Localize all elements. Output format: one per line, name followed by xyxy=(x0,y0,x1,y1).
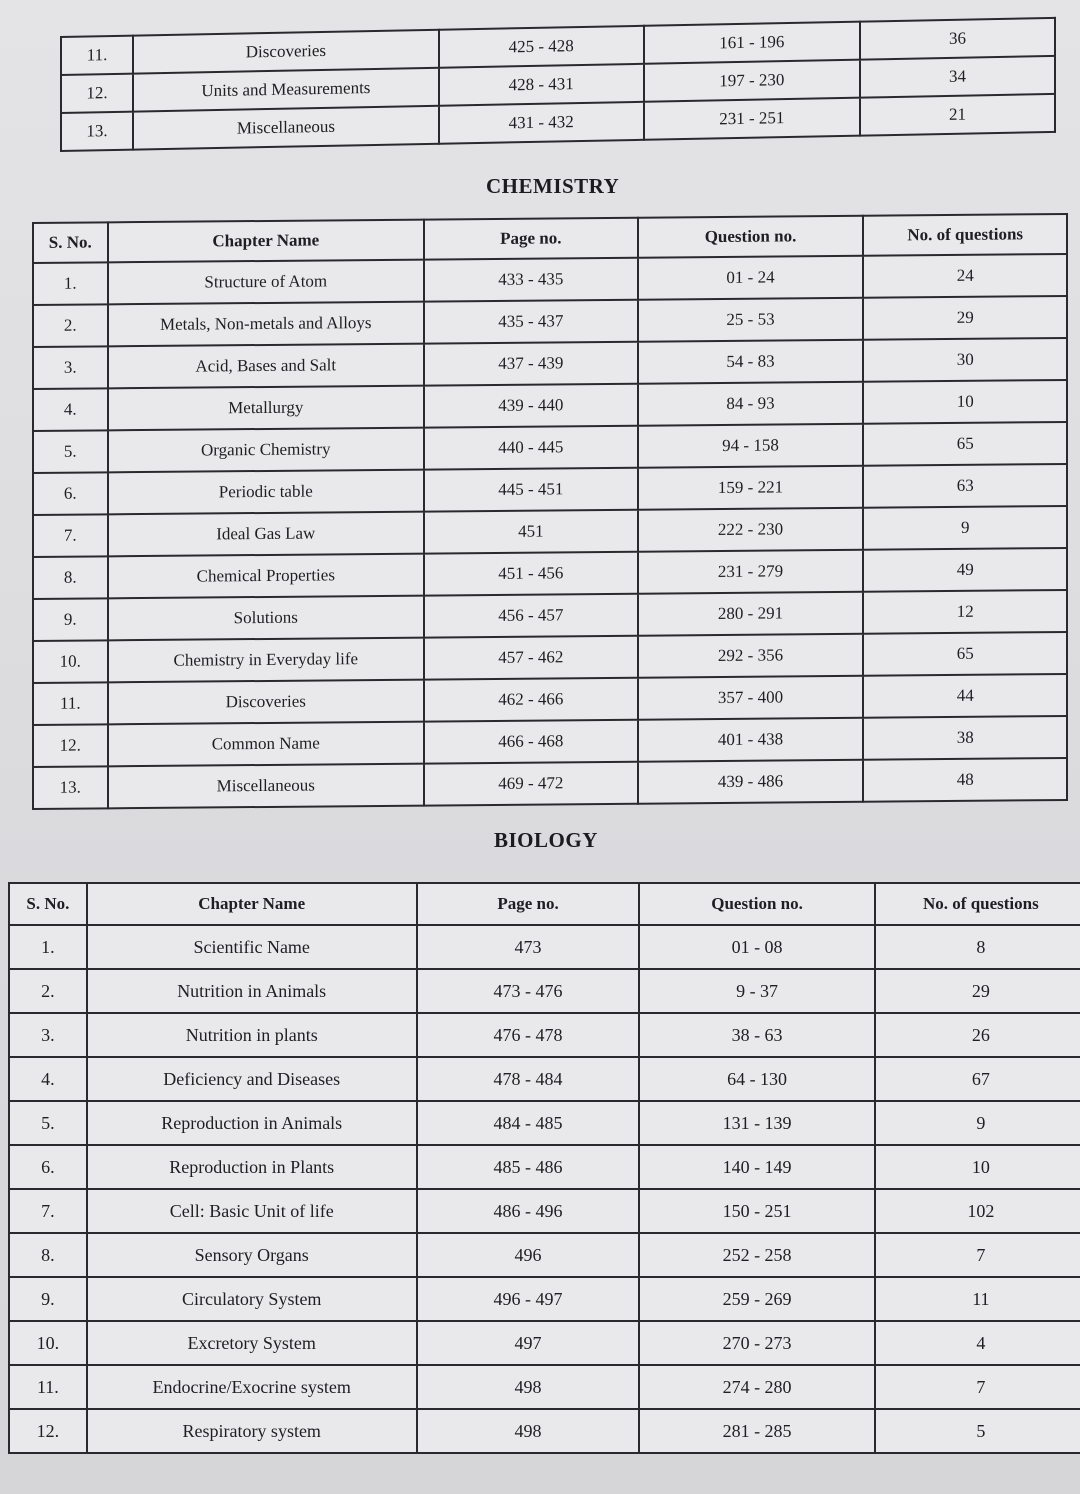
cell-sno: 5. xyxy=(33,430,108,473)
cell-chapter: Reproduction in Plants xyxy=(87,1145,417,1189)
cell-count: 11 xyxy=(875,1277,1080,1321)
cell-questions: 231 - 279 xyxy=(638,550,864,594)
cell-chapter: Cell: Basic Unit of life xyxy=(87,1189,417,1233)
cell-page: 498 xyxy=(417,1409,640,1453)
physics-table-continued xyxy=(60,17,1056,152)
cell-sno: 9. xyxy=(33,598,108,641)
cell-count: 8 xyxy=(875,925,1080,969)
cell-count: 102 xyxy=(875,1189,1080,1233)
cell-questions: 01 - 08 xyxy=(639,925,874,969)
cell-chapter: Endocrine/Exocrine system xyxy=(87,1365,417,1409)
cell-questions: 161 - 196 xyxy=(644,22,860,64)
cell-chapter: Respiratory system xyxy=(87,1409,417,1453)
table-row xyxy=(9,1277,1080,1321)
table-row xyxy=(9,925,1080,969)
cell-page: 433 - 435 xyxy=(424,258,638,302)
cell-questions: 159 - 221 xyxy=(638,466,864,510)
cell-sno: 2. xyxy=(9,969,87,1013)
cell-chapter: Common Name xyxy=(108,722,424,767)
cell-page: 431 - 432 xyxy=(439,102,644,144)
cell-chapter: Reproduction in Animals xyxy=(87,1101,417,1145)
cell-page: 439 - 440 xyxy=(424,384,638,428)
cell-sno: 9. xyxy=(9,1277,87,1321)
cell-questions: 140 - 149 xyxy=(639,1145,874,1189)
cell-count: 10 xyxy=(875,1145,1080,1189)
cell-page: 473 - 476 xyxy=(417,969,640,1013)
cell-page: 451 - 456 xyxy=(424,552,638,596)
table-row xyxy=(9,1365,1080,1409)
table-row xyxy=(33,758,1067,809)
cell-chapter: Miscellaneous xyxy=(133,106,439,150)
cell-page: 466 - 468 xyxy=(424,720,638,764)
table-header-row xyxy=(9,883,1080,925)
cell-questions: 9 - 37 xyxy=(639,969,874,1013)
cell-sno: 11. xyxy=(9,1365,87,1409)
cell-page: 457 - 462 xyxy=(424,636,638,680)
cell-sno: 4. xyxy=(9,1057,87,1101)
cell-page: 484 - 485 xyxy=(417,1101,640,1145)
cell-questions: 270 - 273 xyxy=(639,1321,874,1365)
cell-chapter: Periodic table xyxy=(108,470,424,515)
cell-sno: 12. xyxy=(61,74,133,113)
cell-count: 10 xyxy=(863,380,1067,424)
header-sno: S. No. xyxy=(9,883,87,925)
cell-count: 65 xyxy=(863,632,1067,676)
cell-page: 425 - 428 xyxy=(439,26,644,68)
cell-count: 9 xyxy=(863,506,1067,550)
header-questions: Question no. xyxy=(639,883,874,925)
cell-sno: 7. xyxy=(9,1189,87,1233)
cell-page: 486 - 496 xyxy=(417,1189,640,1233)
cell-count: 36 xyxy=(860,18,1055,60)
cell-chapter: Nutrition in plants xyxy=(87,1013,417,1057)
cell-count: 30 xyxy=(863,338,1067,382)
cell-count: 24 xyxy=(863,254,1067,298)
cell-count: 34 xyxy=(860,56,1055,98)
cell-questions: 197 - 230 xyxy=(644,60,860,102)
cell-page: 428 - 431 xyxy=(439,64,644,106)
cell-questions: 292 - 356 xyxy=(638,634,864,678)
cell-page: 498 xyxy=(417,1365,640,1409)
cell-page: 485 - 486 xyxy=(417,1145,640,1189)
cell-chapter: Discoveries xyxy=(108,680,424,725)
cell-chapter: Circulatory System xyxy=(87,1277,417,1321)
cell-page: 451 xyxy=(424,510,638,554)
cell-count: 7 xyxy=(875,1365,1080,1409)
chemistry-section-title: CHEMISTRY xyxy=(486,174,620,198)
cell-count: 29 xyxy=(863,296,1067,340)
cell-chapter: Metallurgy xyxy=(108,386,424,431)
table-row xyxy=(9,1101,1080,1145)
cell-page: 496 xyxy=(417,1233,640,1277)
cell-page: 435 - 437 xyxy=(424,300,638,344)
cell-questions: 64 - 130 xyxy=(639,1057,874,1101)
cell-questions: 231 - 251 xyxy=(644,98,860,140)
cell-page: 456 - 457 xyxy=(424,594,638,638)
cell-count: 9 xyxy=(875,1101,1080,1145)
cell-questions: 401 - 438 xyxy=(638,718,864,762)
cell-chapter: Solutions xyxy=(108,596,424,641)
cell-chapter: Scientific Name xyxy=(87,925,417,969)
cell-page: 473 xyxy=(417,925,640,969)
biology-table xyxy=(8,882,1080,1454)
cell-sno: 11. xyxy=(61,36,133,75)
cell-sno: 3. xyxy=(9,1013,87,1057)
cell-page: 440 - 445 xyxy=(424,426,638,470)
cell-page: 497 xyxy=(417,1321,640,1365)
cell-sno: 6. xyxy=(9,1145,87,1189)
cell-sno: 8. xyxy=(33,556,108,599)
table-row xyxy=(9,969,1080,1013)
header-sno: S. No. xyxy=(33,222,108,263)
cell-sno: 12. xyxy=(33,724,108,767)
cell-chapter: Structure of Atom xyxy=(108,260,424,305)
cell-questions: 280 - 291 xyxy=(638,592,864,636)
chemistry-table xyxy=(32,213,1068,810)
cell-sno: 11. xyxy=(33,682,108,725)
cell-sno: 13. xyxy=(61,112,133,151)
cell-chapter: Miscellaneous xyxy=(108,764,424,809)
cell-count: 4 xyxy=(875,1321,1080,1365)
cell-count: 21 xyxy=(860,94,1055,136)
cell-count: 12 xyxy=(863,590,1067,634)
cell-chapter: Acid, Bases and Salt xyxy=(108,344,424,389)
table-row xyxy=(9,1145,1080,1189)
cell-page: 496 - 497 xyxy=(417,1277,640,1321)
cell-chapter: Chemical Properties xyxy=(108,554,424,599)
cell-sno: 1. xyxy=(9,925,87,969)
cell-questions: 259 - 269 xyxy=(639,1277,874,1321)
cell-count: 63 xyxy=(863,464,1067,508)
cell-count: 65 xyxy=(863,422,1067,466)
table-row xyxy=(9,1013,1080,1057)
table-row xyxy=(9,1409,1080,1453)
cell-page: 478 - 484 xyxy=(417,1057,640,1101)
cell-questions: 01 - 24 xyxy=(638,256,864,300)
biology-section-title: BIOLOGY xyxy=(494,828,598,852)
header-page: Page no. xyxy=(417,883,640,925)
cell-count: 5 xyxy=(875,1409,1080,1453)
cell-sno: 4. xyxy=(33,388,108,431)
cell-questions: 54 - 83 xyxy=(638,340,864,384)
table-row xyxy=(9,1189,1080,1233)
cell-sno: 8. xyxy=(9,1233,87,1277)
cell-chapter: Metals, Non-metals and Alloys xyxy=(108,302,424,347)
cell-count: 38 xyxy=(863,716,1067,760)
cell-questions: 357 - 400 xyxy=(638,676,864,720)
cell-count: 29 xyxy=(875,969,1080,1013)
cell-sno: 7. xyxy=(33,514,108,557)
cell-chapter: Ideal Gas Law xyxy=(108,512,424,557)
cell-chapter: Deficiency and Diseases xyxy=(87,1057,417,1101)
header-count: No. of questions xyxy=(875,883,1080,925)
cell-sno: 3. xyxy=(33,346,108,389)
cell-sno: 1. xyxy=(33,262,108,305)
table-row xyxy=(9,1057,1080,1101)
cell-chapter: Units and Measurements xyxy=(133,68,439,112)
header-chapter: Chapter Name xyxy=(108,220,424,263)
cell-count: 48 xyxy=(863,758,1067,802)
cell-questions: 131 - 139 xyxy=(639,1101,874,1145)
header-questions: Question no. xyxy=(638,216,864,258)
table-row xyxy=(9,1321,1080,1365)
cell-page: 476 - 478 xyxy=(417,1013,640,1057)
cell-page: 469 - 472 xyxy=(424,762,638,806)
cell-count: 67 xyxy=(875,1057,1080,1101)
cell-count: 49 xyxy=(863,548,1067,592)
cell-questions: 84 - 93 xyxy=(638,382,864,426)
cell-questions: 150 - 251 xyxy=(639,1189,874,1233)
cell-sno: 10. xyxy=(9,1321,87,1365)
header-chapter: Chapter Name xyxy=(87,883,417,925)
cell-questions: 222 - 230 xyxy=(638,508,864,552)
header-count: No. of questions xyxy=(863,214,1067,256)
table-row xyxy=(9,1233,1080,1277)
cell-questions: 274 - 280 xyxy=(639,1365,874,1409)
cell-questions: 252 - 258 xyxy=(639,1233,874,1277)
cell-questions: 94 - 158 xyxy=(638,424,864,468)
cell-count: 26 xyxy=(875,1013,1080,1057)
cell-page: 445 - 451 xyxy=(424,468,638,512)
header-page: Page no. xyxy=(424,218,638,260)
cell-chapter: Excretory System xyxy=(87,1321,417,1365)
cell-page: 437 - 439 xyxy=(424,342,638,386)
cell-questions: 439 - 486 xyxy=(638,760,864,804)
cell-chapter: Nutrition in Animals xyxy=(87,969,417,1013)
cell-sno: 6. xyxy=(33,472,108,515)
cell-page: 462 - 466 xyxy=(424,678,638,722)
cell-chapter: Sensory Organs xyxy=(87,1233,417,1277)
cell-questions: 25 - 53 xyxy=(638,298,864,342)
cell-sno: 2. xyxy=(33,304,108,347)
cell-chapter: Chemistry in Everyday life xyxy=(108,638,424,683)
cell-sno: 10. xyxy=(33,640,108,683)
cell-questions: 281 - 285 xyxy=(639,1409,874,1453)
cell-chapter: Discoveries xyxy=(133,30,439,74)
cell-chapter: Organic Chemistry xyxy=(108,428,424,473)
cell-count: 7 xyxy=(875,1233,1080,1277)
cell-sno: 13. xyxy=(33,766,108,809)
cell-sno: 12. xyxy=(9,1409,87,1453)
cell-sno: 5. xyxy=(9,1101,87,1145)
cell-questions: 38 - 63 xyxy=(639,1013,874,1057)
cell-count: 44 xyxy=(863,674,1067,718)
